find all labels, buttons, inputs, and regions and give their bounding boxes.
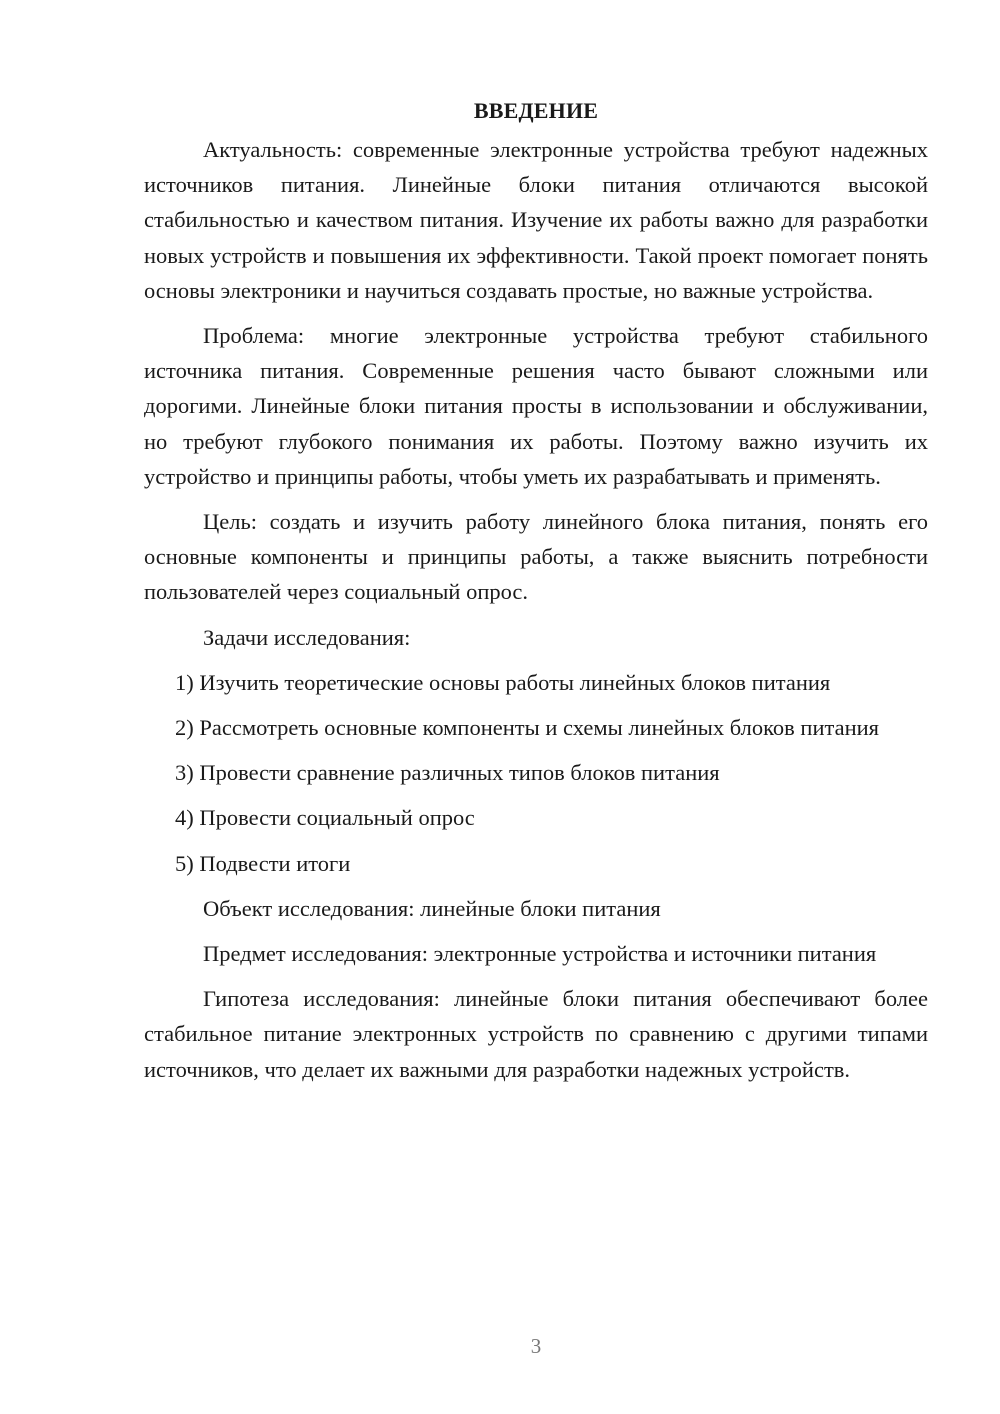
paragraph-relevance: Актуальность: современные электронные устройства требуют надежных источников питания. Линейные блоки питания отличаются высокой стабильностью и качеством питания. Изучение их работы важно для разработки новых устройств и повышения их эффективности. Такой проект помогает понять основы электроники и научиться создавать простые, но важные устройства. <box>144 137 928 303</box>
paragraph-hypothesis: Гипотеза исследования: линейные блоки питания обеспечивают более стабильное питание электронных устройств по сравнению с другими типами источников, что делает их важными для разработки надежных устройств. <box>144 986 928 1082</box>
section-heading: ВВЕДЕНИЕ <box>473 98 599 123</box>
tasks-heading: Задачи исследования: <box>203 624 411 650</box>
task-item: 4) Провести социальный опрос <box>175 805 475 831</box>
task-item: 5) Подвести итоги <box>175 850 351 876</box>
paragraph-goal: Цель: создать и изучить работу линейного блока питания, понять его основные компоненты и принципы работы, а также выяснить потребности пользователей через социальный опрос. <box>144 509 928 605</box>
task-item: 1) Изучить теоретические основы работы линейных блоков питания <box>175 669 831 695</box>
paragraph-object: Объект исследования: линейные блоки питания <box>203 895 661 921</box>
tasks-list <box>144 665 928 881</box>
document-page <box>144 96 928 1097</box>
paragraph-problem: Проблема: многие электронные устройства требуют стабильного источника питания. Современные решения часто бывают сложными или дорогими. Линейные блоки питания просты в использовании и обслуживании, но требуют глубокого понимания их работы. Поэтому важно изучить их устройство и принципы работы, чтобы уметь их разрабатывать и применять. <box>144 323 928 489</box>
task-item: 2) Рассмотреть основные компоненты и схемы линейных блоков питания <box>175 715 880 741</box>
paragraph-subject: Предмет исследования: электронные устройства и источники питания <box>203 941 877 967</box>
page-number: 3 <box>530 1334 542 1358</box>
task-item: 3) Провести сравнение различных типов блоков питания <box>175 760 720 786</box>
